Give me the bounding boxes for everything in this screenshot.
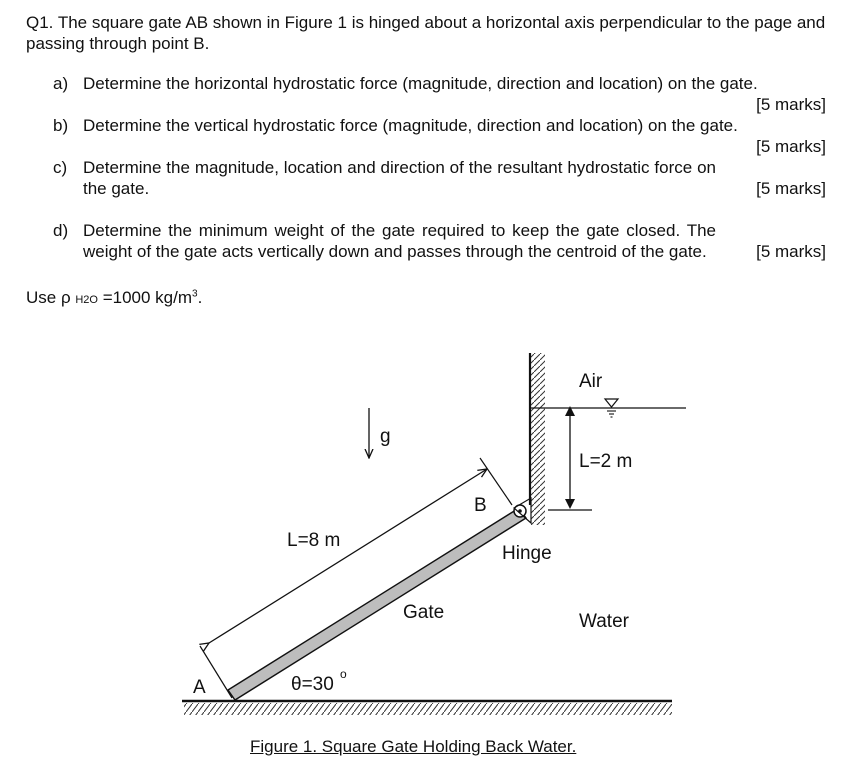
wall-hatching	[531, 353, 545, 525]
part-text: Determine the minimum weight of the gate required to keep the gate closed. The weight of the gate acts vertically down and passes through the centroid of the gate.	[83, 221, 716, 261]
part-marks: [5 marks]	[756, 179, 826, 198]
point-a-label: A	[193, 677, 206, 698]
question-intro: Q1. The square gate AB shown in Figure 1 is hinged about a horizontal axis perpendicular to the page and passing through point B.	[26, 13, 826, 53]
angle-label: θ=30	[291, 674, 334, 695]
density-suffix: .	[197, 288, 203, 307]
density-prefix: Use ρ	[26, 288, 76, 307]
gravity-label: g	[380, 426, 391, 447]
part-label: b)	[53, 116, 69, 135]
part-text: Determine the horizontal hydrostatic force (magnitude, direction and location) on the gate.	[83, 74, 758, 93]
part-label: a)	[53, 74, 69, 93]
density-value: =1000 kg/m	[97, 288, 193, 307]
floor-hatching	[184, 703, 672, 715]
part-marks: [5 marks]	[756, 242, 826, 261]
air-label: Air	[579, 371, 603, 392]
length-label: L=8 m	[287, 530, 341, 551]
hinge-label: Hinge	[502, 543, 552, 564]
part-label: d)	[53, 221, 69, 240]
density-subscript: H2O	[75, 294, 98, 306]
free-surface-icon	[605, 399, 618, 407]
depth-arrow-bottom	[565, 499, 575, 509]
figure-caption: Figure 1. Square Gate Holding Back Water.	[250, 737, 577, 756]
water-label: Water	[579, 611, 629, 632]
part-text: Determine the magnitude, location and direction of the resultant hydrostatic force on the gate.	[83, 158, 716, 198]
degree-symbol: o	[340, 667, 347, 681]
gate-bar	[228, 508, 526, 700]
depth-label: L=2 m	[579, 451, 633, 472]
part-label: c)	[53, 158, 68, 177]
gate-label: Gate	[403, 602, 445, 623]
part-marks: [5 marks]	[756, 137, 826, 156]
density-superscript: 3	[192, 288, 198, 300]
part-text: Determine the vertical hydrostatic force (magnitude, direction and location) on the gate.	[83, 116, 738, 135]
point-b-label: B	[474, 495, 487, 516]
part-marks: [5 marks]	[756, 95, 826, 114]
